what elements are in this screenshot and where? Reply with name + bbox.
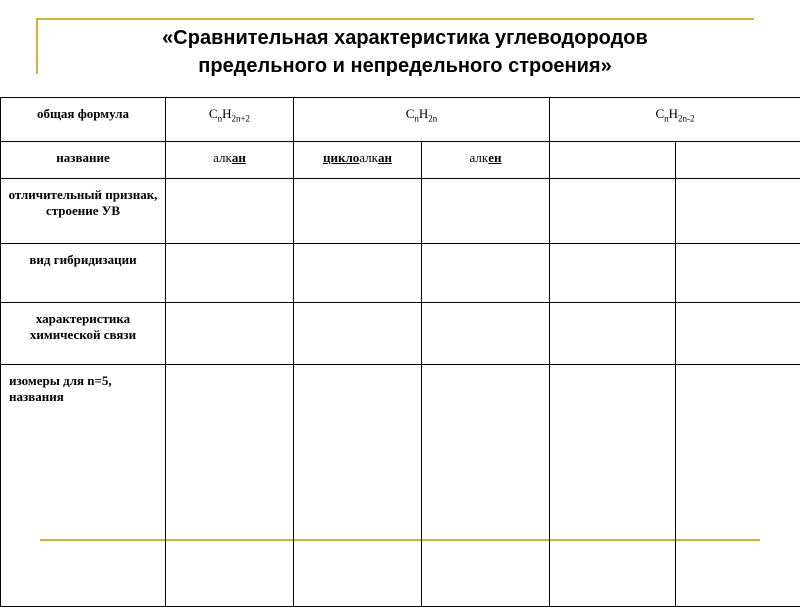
row-label-name: название <box>1 142 166 179</box>
cell <box>166 179 294 244</box>
row-label-feature: отличительный признак, строение УВ <box>1 179 166 244</box>
cell <box>676 365 800 607</box>
name-alkane: алкан <box>166 142 294 179</box>
cell <box>550 303 676 365</box>
cell <box>676 179 800 244</box>
cell <box>676 303 800 365</box>
formula-alkane: $C_nH_{2n+2}$ <box>166 98 294 142</box>
table-row-isomers <box>1 365 800 607</box>
table-row-bond <box>1 303 800 365</box>
title-line-1: «Сравнительная характеристика углеводородов <box>60 24 750 52</box>
name-cycloalkane: циклоалкан <box>294 142 422 179</box>
row-label-formula: общая формула <box>1 98 166 142</box>
row-label-hybrid: вид гибридизации <box>1 244 166 303</box>
cell <box>166 244 294 303</box>
table-row-feature <box>1 179 800 244</box>
name-alkene: алкен <box>422 142 550 179</box>
table-row-formula <box>1 98 800 142</box>
cell <box>422 179 550 244</box>
cell <box>422 365 550 607</box>
cell <box>676 244 800 303</box>
cell <box>550 179 676 244</box>
frame-top-line <box>36 18 754 20</box>
cell <box>166 365 294 607</box>
row-label-bond: характеристика химической связи <box>1 303 166 365</box>
cell <box>422 303 550 365</box>
title-line-2: предельного и непредельного строения» <box>60 52 750 80</box>
cell <box>294 244 422 303</box>
name-empty-1 <box>550 142 676 179</box>
cell <box>166 303 294 365</box>
table-row-hybrid <box>1 244 800 303</box>
comparison-table <box>0 97 800 607</box>
cell <box>294 365 422 607</box>
cell <box>294 179 422 244</box>
cell <box>422 244 550 303</box>
page-title <box>60 24 750 80</box>
formula-alkene-cycloalkane: $C_nH_{2n}$ <box>294 98 550 142</box>
frame-left-line <box>36 18 38 74</box>
cell <box>550 244 676 303</box>
name-empty-2 <box>676 142 800 179</box>
formula-alkyne-diene: $C_nH_{2n-2}$ <box>550 98 800 142</box>
cell <box>550 365 676 607</box>
table-row-name <box>1 142 800 179</box>
row-label-isomers: изомеры для n=5, названия <box>1 365 166 607</box>
cell <box>294 303 422 365</box>
